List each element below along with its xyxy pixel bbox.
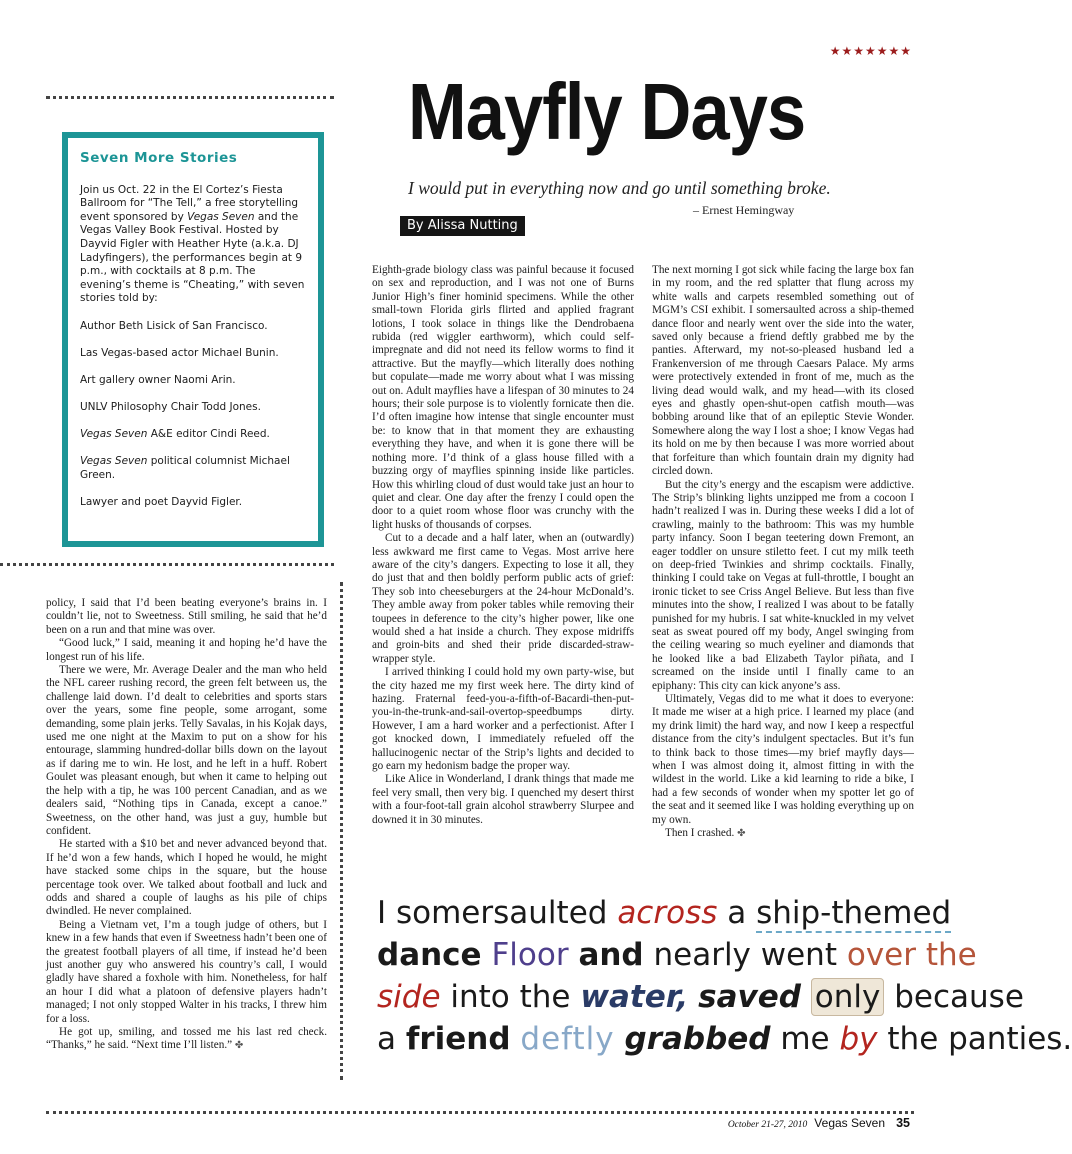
page-number: 35	[896, 1116, 910, 1130]
paragraph: “Good luck,” I said, meaning it and hoping he’d have the longest run of his life.	[46, 637, 327, 663]
epigraph-attribution: – Ernest Hemingway	[693, 203, 795, 217]
end-mark-icon: ✤	[234, 1040, 244, 1052]
handwritten-pull-quote	[377, 895, 1072, 1066]
pull-quote-line: a friend deftly grabbed me by the panties.	[377, 1021, 1072, 1057]
top-dotted-rule	[46, 96, 334, 99]
paragraph: Cut to a decade and a half later, when an (outwardly) less awkward me first came to Vegas. Most arrive here aware of the city’s dangers. Expecting to lose it all, they do just that and then boldly perform public acts of grief: They sob into cheeseburgers at the 24-hour McDonald’s. They amble away from poker tables while removing their toupees in deference to the city’s higher power, like one would shed a hat inside a church. They expose midriffs and groin-bits and shed their pride discarded-straw-wrapper style.	[372, 532, 634, 665]
byline: By Alissa Nutting	[400, 216, 525, 236]
body-column-left	[46, 597, 327, 1053]
sidebar-intro-magazine: Vegas Seven	[187, 210, 255, 223]
body-column-middle	[372, 264, 634, 827]
pull-quote-line: I somersaulted across a ship-themed	[377, 895, 952, 931]
sidebar-teller: Vegas Seven A&E editor Cindi Reed.	[80, 428, 270, 441]
article-title: Mayfly Days	[408, 67, 806, 156]
page-footer	[728, 1116, 910, 1130]
paragraph: The next morning I got sick while facing the large box fan in my room, and the red splatter that flung across my white walls and carpets resembled something out of MGM’s CSI exhibit. I somersaulted across a ship-themed dance floor and nearly went over the side into the water, saved only because a friend deftly grabbed me by the panties. Afterward, my not-so-pleased husband led a Frankenversion of me through Caesars Palace. My arms were protectively extended in front of me, much as the living dead would walk, and my head—with its closed eyes and ghastly open-shut-open catfish mouth—was bobbing around like that of an epileptic Stevie Wonder. Somewhere along the way I lost a shoe; I know Vegas had its hold on me by then because I was more worried about that forfeiture than which fountain drain my dignity had circled down.	[652, 264, 914, 478]
paragraph: Ultimately, Vegas did to me what it does to everyone: It made me wiser at a high price. I learned my place (and my drink limit) the hard way, and now I keep a respectful distance from the city’s indulgent spectacles. But it’s fun to think back to those times—my brief mayfly days—when I was almost doing it, almost fitting in with the wildest in the world. Like a kid learning to ride a bike, I had a few seconds of wonder when my spotter let go of the seat and it seemed like I was holding everything up on my own.	[652, 693, 914, 826]
paragraph: policy, I said that I’d been beating everyone’s brains in. I couldn’t lie, not to Sweetness. Still smiling, he said that he’d been on a run and that mine was over.	[46, 597, 327, 636]
middle-dotted-rule	[0, 563, 334, 566]
paragraph: Then I crashed. ✤	[665, 827, 746, 840]
sidebar-teller: UNLV Philosophy Chair Todd Jones.	[80, 401, 261, 414]
paragraph: There we were, Mr. Average Dealer and the man who held the NFL career rushing record, the green felt between us, the challenge laid down. I’d dealt to celebrities and sports stars over the years, some fine people, some arrogant, some demanding, some plain jerks. Telly Savalas, in his Kojak days, used me one night at the Maxim to put on a show for his entourage, slamming hundred-dollar bills down on the layout as if daring me to win. He lost, and he left in a huff. Robert Goulet was pleasant enough, but when it came to helping out the help with a tip, he was 100 percent Canadian, and as we dealers said, “Nothing tips in Canada, except a canoe.” Sweetness, on the other hand, was just a guy, humble but confident.	[46, 664, 327, 837]
sidebar-teller: Lawyer and poet Dayvid Figler.	[80, 496, 243, 509]
decorative-stars: ★★★★★★★	[829, 44, 912, 58]
bottom-dotted-rule	[46, 1111, 914, 1114]
sidebar-teller: Vegas Seven political columnist Michael Green.	[80, 455, 290, 481]
issue-date: October 21-27, 2010	[727, 1120, 808, 1130]
paragraph: He started with a $10 bet and never advanced beyond that. If he’d won a few hands, which I hoped he would, he might have stacked some chips in the square, but the house percentage took over. We talked about football and luck and odds and shared a couple of laughs as his pile of chips dwindled. He never complained.	[46, 838, 327, 918]
epigraph-quote: I would put in everything now and go until something broke.	[408, 178, 831, 198]
sidebar-intro-part1: Join us Oct. 22 in the El Cortez’s Fiesta Ballroom for “The Tell,” a free storytelling event sponsored by	[80, 183, 299, 223]
sidebar-teller: Las Vegas-based actor Michael Bunin.	[80, 347, 279, 360]
pull-quote-line: dance Floor and nearly went over the	[377, 937, 977, 973]
paragraph: Like Alice in Wonderland, I drank things that made me feel very small, then very big. I quenched my desert thirst with a four-foot-tall grain alcohol strawberry Slurpee and downed it in 30 minutes.	[372, 773, 634, 826]
end-mark-icon: ✤	[737, 828, 746, 840]
sidebar-teller: Art gallery owner Naomi Arin.	[80, 374, 236, 387]
paragraph: Eighth-grade biology class was painful because it focused on sex and reproduction, and I was not one of Burns Junior High’s finer hominid specimens. While the other small-town Florida girls flirted and applied fragrant lotions, I took solace in things like the Dendrobaena rubida (red wiggler earthworm), which could self-impregnate and did not need its fellow worms to find it attractive. But the mayfly—which literally does nothing but copulate—made me worry about what I was missing out on. Adult mayflies have a lifespan of 30 minutes to 24 hours; their sole purpose is to violently fornicate then die. I’d often imagine how intense that single encounter must be: to know that in that moment they are exhausting everything they have, and when it is gone there will be nothing more. I’d think of a glass house filled with a buzzing orgy of mayflies spinning inside like particles. How this whirling cloud of dust would take just an hour to quiet and clear. One day after the frenzy I could open the door to a quiet room whose floor was crunchy with the light husks of thousands of corpses.	[372, 264, 634, 531]
paragraph: I arrived thinking I could hold my own party-wise, but the city hazed me my first week here. The dirty kind of hazing. Fraternal feed-you-a-fifth-of-Bacardi-then-put-you-in-the-trunk-and-sail-overtop-speedbumps dirty. However, I am a hard worker and a perfectionist. After I got knocked down, I immediately refueled off the hallucinogenic nectar of the Strip’s lights and decided to go earn my hedonism badge the proper way.	[372, 666, 634, 773]
sidebar-title: Seven More Stories	[80, 150, 238, 166]
sidebar-teller: Author Beth Lisick of San Francisco.	[80, 319, 268, 332]
paragraph: He got up, smiling, and tossed me his last red check. “Thanks,” he said. “Next time I’ll listen.” ✤	[46, 1026, 327, 1052]
pull-quote-line: side into the water, saved only because	[377, 979, 1024, 1015]
paragraph: But the city’s energy and the escapism were addictive. The Strip’s blinking lights unzipped me from a cocoon I hadn’t realized I was in. During these weeks I did a lot of crawling, mainly to the bathroom: This was my humble party infancy. Soon I began teetering down Fremont, an eager toddler on unsure stiletto feet. I cut my milk teeth on deep-fried Twinkies and shrimp cocktails. Finally, thinking I could take on Vegas at full-throttle, I bought an ironic ticket to see Criss Angel Believe. But less than five minutes into the show, I realized I was about to be fatally punished for my hubris. I sat white-knuckled in my velvet seat as sweat poured off my body, Angel swinging from the ceiling wearing so much eyeliner and diamonds that he looked like a bad Elizabeth Taylor piñata, and I screamed on the inside until I finally came to an epiphany: This city can kick anyone’s ass.	[652, 478, 914, 692]
body-column-right	[652, 264, 914, 840]
sidebar-intro-part2: and the Vegas Valley Book Festival. Hosted by Dayvid Figler with Heather Hyte (a.k.a. DJ Ladyfingers), the performances begin at 9 p.m., with cocktails at 8 p.m. The evening’s theme is “Cheating,” with seven stories told by:	[80, 210, 305, 305]
paragraph: Being a Vietnam vet, I’m a tough judge of others, but I knew in a few hands that even if Sweetness hadn’t been one of the greatest football players of all time, if instead he’d been just another guy who answered his country’s call, I would gladly have shared a foxhole with him. Nonetheless, for half an hour I did what a platoon of defensive players hadn’t managed; I not only stopped Walter in his tracks, I threw him for a loss.	[46, 918, 327, 1025]
sidebar-box	[62, 132, 324, 547]
publication-name: Vegas Seven	[814, 1116, 886, 1130]
column-dotted-divider	[340, 582, 343, 1080]
sidebar-intro	[80, 184, 306, 306]
